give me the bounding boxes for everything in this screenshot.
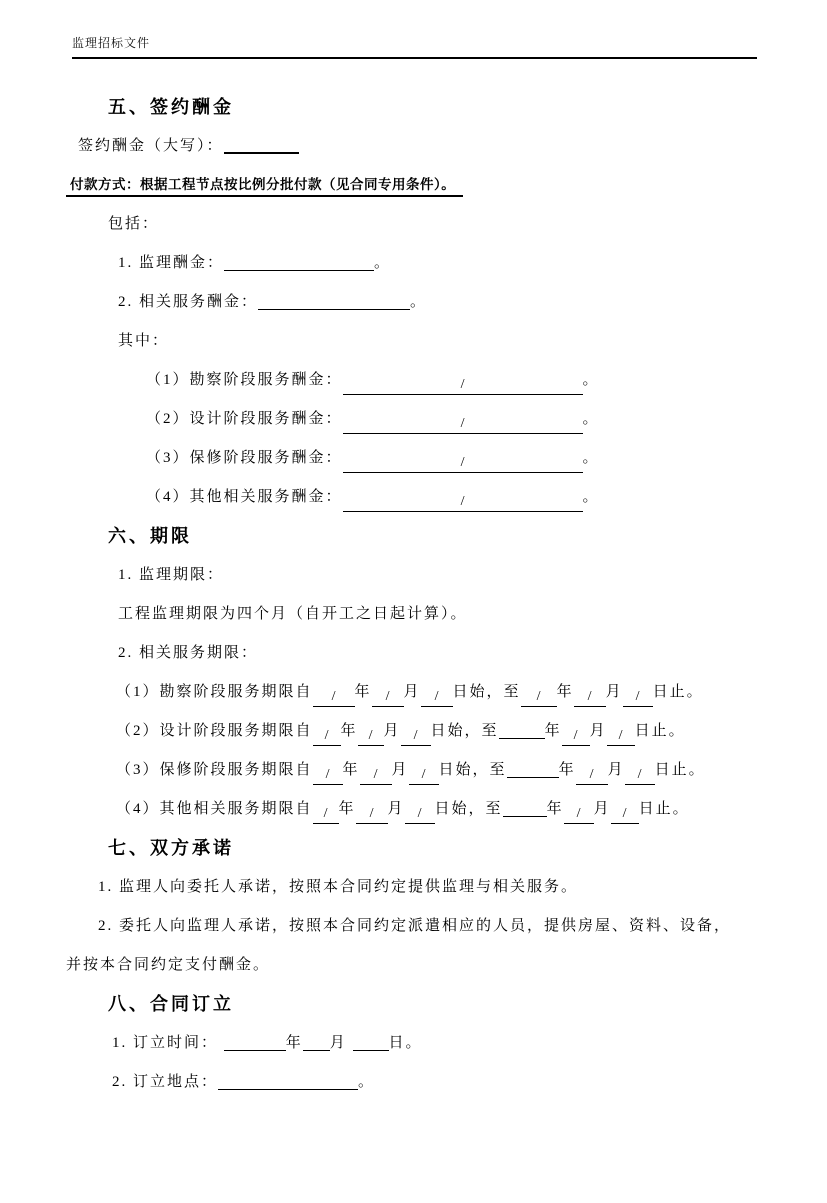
design-fee-line-text: （2）设计阶段服务酬金： [146,411,343,427]
design-fee-line-text: 。 [582,411,600,427]
include-line-text: 包括： [108,216,160,232]
other-fee-line-text: （4）其他相关服务酬金： [146,489,343,505]
supervision-fee-line-text: 。 [374,255,392,271]
sign-time-line-text: 年 [285,1035,303,1051]
payment-method-line-text: 付款方式：根据工程节点按比例分批付款（见合同专用条件）。 [66,177,463,197]
other-fee-line [66,485,761,509]
supervision-period-detail [66,602,761,626]
contract-fee-line [66,134,761,158]
survey-period-line-blank: / [421,687,453,707]
sign-place-line-text: 。 [358,1074,376,1090]
section-6-heading-text: 六、期限 [108,526,192,546]
survey-period-line-text: 日止。 [652,684,704,700]
warranty-period-line-blank: / [625,765,655,785]
design-period-line-blank: / [358,726,384,746]
warranty-fee-line [66,446,761,470]
warranty-period-line-text: 年 [342,762,360,778]
sign-time-line-blank [224,1031,286,1051]
related-service-fee-line [66,290,761,314]
warranty-period-line-blank: / [360,765,392,785]
supervision-period-detail-text: 工程监理期限为四个月（自开工之日起计算）。 [118,606,468,622]
survey-period-line-text: 月 [605,684,623,700]
survey-period-line-blank: / [313,687,355,707]
survey-period-line-blank: / [623,687,653,707]
other-period-line-blank: / [313,804,339,824]
sign-time-line-blank [303,1031,330,1051]
document-body [0,59,827,1094]
promise-2-line [66,914,761,938]
payment-method-line [66,173,761,197]
among-which-line [66,329,761,353]
other-period-line-text: 年 [338,801,356,817]
warranty-fee-line-text: （3）保修阶段服务酬金： [146,450,343,466]
warranty-period-line-text: 月 [391,762,409,778]
sign-time-line [66,1031,761,1055]
survey-fee-line-text: 。 [582,372,600,388]
survey-fee-line [66,368,761,392]
design-period-line-text: （2）设计阶段服务期限自 [116,723,313,739]
related-service-period-line-text: 2. 相关服务期限： [118,645,259,661]
other-period-line-blank: / [405,804,435,824]
contract-fee-line-blank [224,134,299,154]
design-period-line-text: 年 [340,723,358,739]
design-period-line-blank: / [562,726,590,746]
survey-period-line-text: 月 [403,684,421,700]
supervision-period-line-text: 1. 监理期限： [118,567,225,583]
other-period-line-blank [503,797,547,817]
promise-2-line-text: 2. 委托人向监理人承诺，按照本合同约定派遣相应的人员，提供房屋、资料、设备， [98,918,732,934]
warranty-period-line-blank: / [313,765,343,785]
include-line [66,212,761,236]
document-page [0,34,827,1203]
promise-2-cont-line [66,953,761,977]
warranty-period-line-text: 年 [558,762,576,778]
other-period-line-text: 月 [387,801,405,817]
warranty-period-line-blank [507,758,559,778]
warranty-period-line-text: 月 [607,762,625,778]
design-fee-line [66,407,761,431]
related-service-fee-line-text: 。 [410,294,428,310]
other-period-line-text: （4）其他相关服务期限自 [116,801,313,817]
design-period-line-blank: / [313,726,341,746]
design-period-line-text: 月 [383,723,401,739]
survey-fee-line-text: （1）勘察阶段服务酬金： [146,372,343,388]
design-period-line-text: 日始，至 [430,723,499,739]
related-service-fee-line-text: 2. 相关服务酬金： [118,294,259,310]
warranty-fee-line-text: 。 [582,450,600,466]
section-7-heading-text: 七、双方承诺 [108,838,234,858]
sign-place-line [66,1070,761,1094]
design-period-line-blank: / [607,726,635,746]
survey-period-line-text: 日始，至 [452,684,521,700]
other-fee-line-text: 。 [582,489,600,505]
warranty-fee-line-blank: / [343,453,583,473]
other-period-line-blank: / [611,804,639,824]
sign-time-line-blank [353,1031,389,1051]
survey-period-line-blank: / [574,687,606,707]
promise-1-line-text: 1. 监理人向委托人承诺，按照本合同约定提供监理与相关服务。 [98,879,579,895]
survey-period-line-text: 年 [354,684,372,700]
section-5-heading [66,95,761,119]
survey-period-line-text: （1）勘察阶段服务期限自 [116,684,313,700]
related-service-period-line [66,641,761,665]
among-which-line-text: 其中： [118,333,170,349]
promise-2-cont-line-text: 并按本合同约定支付酬金。 [66,957,271,973]
page-header [72,34,757,59]
supervision-period-line [66,563,761,587]
design-period-line-blank [499,719,545,739]
survey-period-line-text: 年 [556,684,574,700]
design-period-line-text: 月 [589,723,607,739]
page-header-title: 监理招标文件 [72,36,151,50]
design-period-line-text: 年 [544,723,562,739]
other-fee-line-blank: / [343,492,583,512]
other-period-line-text: 日始，至 [434,801,503,817]
warranty-period-line-blank: / [409,765,439,785]
contract-fee-line-text: 签约酬金（大写）： [78,138,224,154]
survey-fee-line-blank: / [343,375,583,395]
supervision-fee-line-text: 1. 监理酬金： [118,255,225,271]
design-period-line-blank: / [401,726,431,746]
other-period-line-blank: / [564,804,594,824]
warranty-period-line-blank: / [576,765,608,785]
warranty-period-line-text: 日止。 [654,762,706,778]
supervision-fee-line [66,251,761,275]
section-8-heading-text: 八、合同订立 [108,994,234,1014]
warranty-period-line-text: 日始，至 [438,762,507,778]
supervision-fee-line-blank [224,251,374,271]
survey-period-line [66,680,761,704]
sign-place-line-text: 2. 订立地点： [112,1074,219,1090]
sign-time-line-text: 1. 订立时间： [112,1035,224,1051]
section-5-heading-text: 五、签约酬金 [108,97,234,117]
design-period-line [66,719,761,743]
other-period-line-text: 年 [546,801,564,817]
section-8-heading [66,992,761,1016]
survey-period-line-blank: / [372,687,404,707]
other-period-line-text: 日止。 [638,801,690,817]
other-period-line-text: 月 [593,801,611,817]
section-6-heading [66,524,761,548]
design-fee-line-blank: / [343,414,583,434]
survey-period-line-blank: / [521,687,557,707]
warranty-period-line-text: （3）保修阶段服务期限自 [116,762,313,778]
sign-place-line-blank [218,1070,358,1090]
section-7-heading [66,836,761,860]
warranty-period-line [66,758,761,782]
design-period-line-text: 日止。 [634,723,686,739]
related-service-fee-line-blank [258,290,410,310]
sign-time-line-text: 日。 [388,1035,423,1051]
promise-1-line [66,875,761,899]
other-period-line-blank: / [356,804,388,824]
other-period-line [66,797,761,821]
sign-time-line-text: 月 [329,1035,353,1051]
